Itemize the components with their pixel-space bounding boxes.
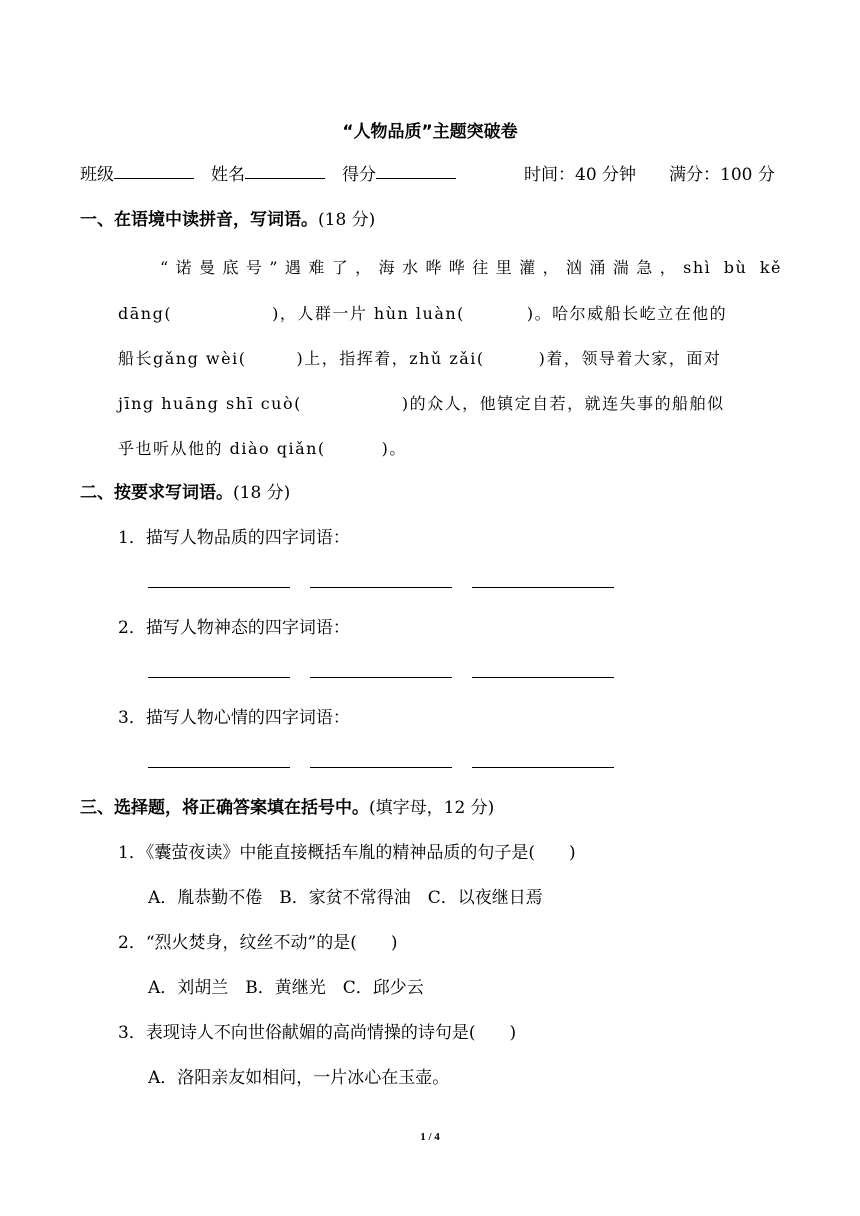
section3-heading <box>80 793 494 818</box>
answer-line[interactable] <box>310 677 452 678</box>
question-1: 1．《囊萤夜读》中能直接概括车胤的精神品质的句子是( ) <box>118 843 576 863</box>
section2-points: (18 分) <box>233 483 291 503</box>
score-label: 得分 <box>342 165 376 185</box>
passage-line-5 <box>118 436 782 459</box>
name-field[interactable] <box>211 160 245 185</box>
section2-item-1: 1．描写人物品质的四字词语： <box>118 528 350 548</box>
answer-line[interactable] <box>472 587 614 588</box>
class-label: 班级 <box>80 165 114 185</box>
name-label: 姓名 <box>211 165 245 185</box>
section2-heading <box>80 478 290 503</box>
answer-line[interactable] <box>472 767 614 768</box>
passage-text: dāng( <box>118 304 173 323</box>
section2-item-2: 2．描写人物神态的四字词语： <box>118 618 350 638</box>
passage-text: )，人群一片 hùn luàn( <box>272 304 465 323</box>
answer-line[interactable] <box>310 767 452 768</box>
passage-line-2 <box>118 301 782 324</box>
section2-heading-text: 二、按要求写词语。 <box>80 483 233 503</box>
section1-points: (18 分) <box>318 210 376 230</box>
passage-line-1: “诺曼底号”遇难了，海水哗哗往里灌，汹涌湍急，shì bù kě <box>160 258 782 277</box>
time-text: 时间：40 分钟 <box>524 165 637 185</box>
answer-line[interactable] <box>148 767 290 768</box>
header-info <box>80 160 782 184</box>
question-3-option-a: A．洛阳亲友如相问，一片冰心在玉壶。 <box>148 1068 450 1088</box>
class-blank[interactable] <box>114 160 194 179</box>
passage-text: 船长gǎng wèi( <box>118 349 247 368</box>
question-3: 3．表现诗人不向世俗献媚的高尚情操的诗句是( ) <box>118 1023 517 1043</box>
section1-heading-text: 一、在语境中读拼音，写词语。 <box>80 210 318 230</box>
passage-text: )的众人，他镇定自若，就连失事的船舶似 <box>401 394 725 413</box>
passage-text: )上，指挥着，zhǔ zǎi( <box>296 349 485 368</box>
score-field[interactable] <box>342 160 376 185</box>
class-field[interactable] <box>80 160 114 185</box>
page-title: “人物品质”主题突破卷 <box>342 122 518 142</box>
passage-text: )着，领导着大家，面对 <box>538 349 722 368</box>
answer-line[interactable] <box>148 677 290 678</box>
question-2: 2．“烈火焚身，纹丝不动”的是( ) <box>118 933 398 953</box>
passage-text: )。哈尔威船长屹立在他的 <box>526 304 728 323</box>
page-number: 1 / 4 <box>420 1131 440 1143</box>
passage-line-4 <box>118 391 782 414</box>
answer-line[interactable] <box>310 587 452 588</box>
section3-heading-text: 三、选择题，将正确答案填在括号中。 <box>80 798 369 818</box>
question-1-options: A．胤恭勤不倦 B．家贫不常得油 C．以夜继日焉 <box>148 888 543 908</box>
passage-text: 乎也听从他的 diào qiǎn( <box>118 439 326 458</box>
section3-points: (填字母，12 分) <box>369 798 495 818</box>
answer-line[interactable] <box>148 587 290 588</box>
section1-heading <box>80 205 375 230</box>
full-marks-text: 满分：100 分 <box>669 165 775 185</box>
score-blank[interactable] <box>376 160 456 179</box>
name-blank[interactable] <box>245 160 325 179</box>
passage-text: )。 <box>381 439 407 458</box>
question-2-options: A．刘胡兰 B．黄继光 C．邱少云 <box>148 978 424 998</box>
passage-text: jīng huāng shī cuò( <box>118 394 302 413</box>
passage-line-3 <box>118 346 782 369</box>
section2-item-3: 3．描写人物心情的四字词语： <box>118 708 350 728</box>
answer-line[interactable] <box>472 677 614 678</box>
